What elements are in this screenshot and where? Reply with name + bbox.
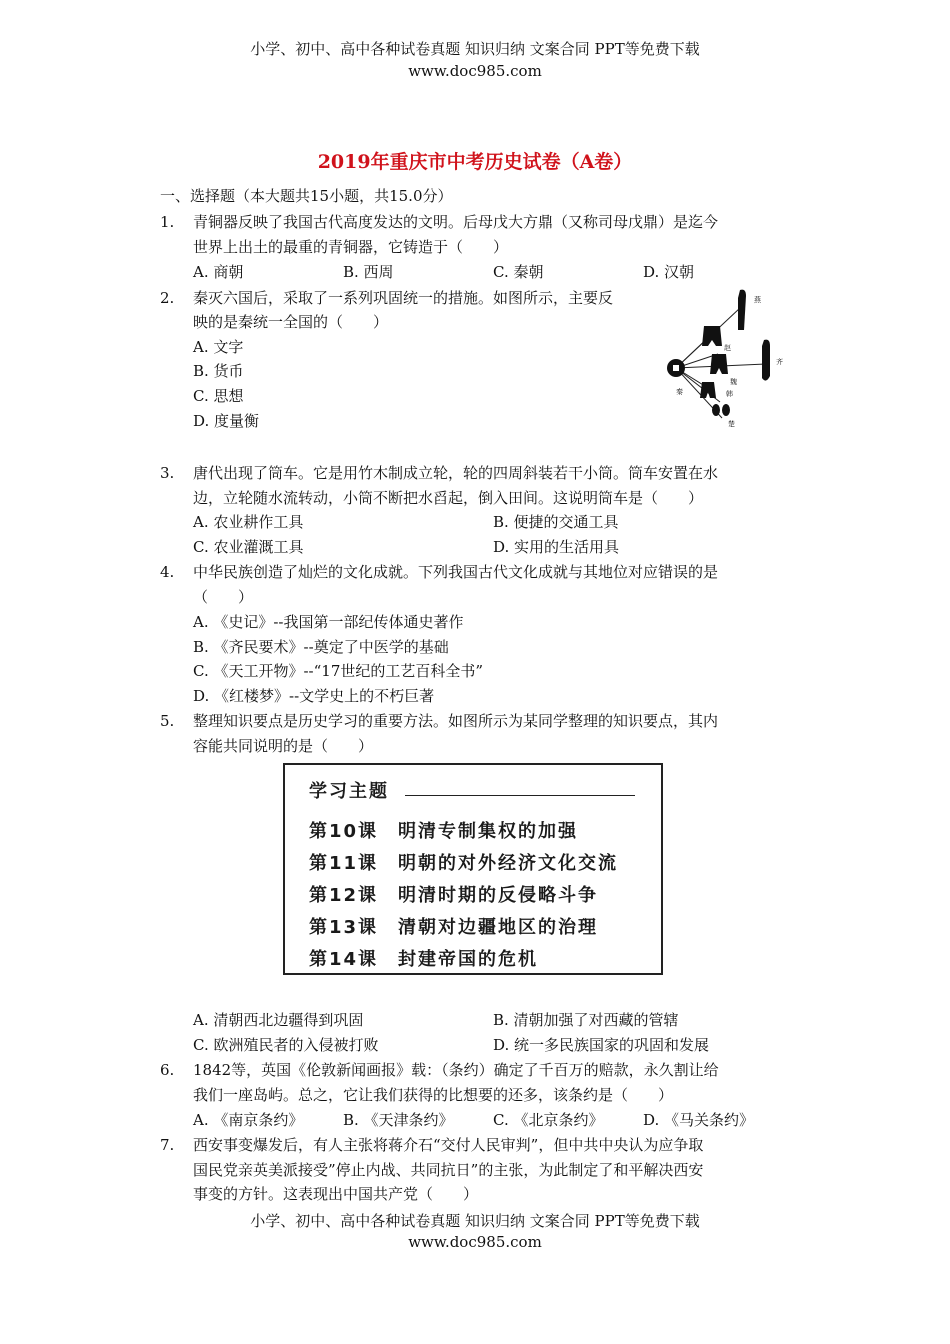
notes-heading: 学习主题 bbox=[309, 781, 389, 802]
option[interactable]: C. 《北京条约》 bbox=[493, 1111, 604, 1129]
option[interactable]: C. 农业灌溉工具 bbox=[193, 538, 304, 556]
chu-coin bbox=[722, 404, 730, 416]
header-ad-line: 小学、初中、高中各种试卷真题 知识归纳 文案合同 PPT等免费下载 bbox=[250, 40, 700, 58]
question-text: 边，立轮随水流转动，小筒不断把水舀起，倒入田间。这说明筒车是（ ） bbox=[193, 489, 704, 507]
option[interactable]: D. 统一多民族国家的巩固和发展 bbox=[493, 1036, 710, 1054]
label-yan: 燕 bbox=[754, 296, 761, 304]
notes-item: 第12课 明清时期的反侵略斗争 bbox=[309, 885, 599, 906]
coin-hole bbox=[673, 365, 679, 371]
label-qi: 齐 bbox=[776, 358, 783, 366]
label-qin: 秦 bbox=[676, 388, 683, 396]
zhao-spade-coin bbox=[702, 326, 722, 346]
label-chu: 楚 bbox=[728, 420, 735, 428]
option[interactable]: D. 度量衡 bbox=[193, 412, 260, 430]
page-title: 2019年重庆市中考历史试卷（A卷） bbox=[317, 151, 633, 173]
option[interactable]: C. 秦朝 bbox=[493, 263, 544, 281]
question-text: 青铜器反映了我国古代高度发达的文明。后母戊大方鼎（又称司母戊鼎）是迄今 bbox=[193, 213, 719, 231]
option[interactable]: D. 实用的生活用具 bbox=[493, 538, 620, 556]
qi-knife-coin bbox=[762, 340, 770, 381]
question-number: 4. bbox=[160, 563, 175, 581]
option[interactable]: C. 欧洲殖民者的入侵被打败 bbox=[193, 1036, 379, 1054]
option[interactable]: C. 思想 bbox=[193, 387, 244, 405]
option[interactable]: B. 便捷的交通工具 bbox=[493, 513, 619, 531]
question-text: 映的是秦统一全国的（ ） bbox=[193, 313, 389, 331]
footer-url[interactable]: www.doc985.com bbox=[408, 1233, 542, 1251]
option[interactable]: A. 商朝 bbox=[193, 263, 244, 281]
question-text: 我们一座岛屿。总之，它让我们获得的比想要的还多，该条约是（ ） bbox=[193, 1086, 674, 1104]
option[interactable]: D. 《马关条约》 bbox=[643, 1111, 755, 1129]
option[interactable]: A. 农业耕作工具 bbox=[193, 513, 304, 531]
option[interactable]: B. 《齐民要术》--奠定了中医学的基础 bbox=[193, 638, 449, 656]
label-han: 韩 bbox=[726, 390, 733, 398]
question-text: 中华民族创造了灿烂的文化成就。下列我国古代文化成就与其地位对应错误的是 bbox=[193, 563, 719, 581]
notes-item: 第14课 封建帝国的危机 bbox=[309, 949, 539, 970]
study-notes-figure bbox=[283, 763, 663, 975]
question-text: 国民党亲英美派接受”停止内战、共同抗日”的主张，为此制定了和平解决西安 bbox=[193, 1161, 704, 1179]
notes-item: 第13课 清朝对边疆地区的治理 bbox=[309, 917, 599, 938]
notes-heading-underline bbox=[405, 795, 635, 796]
option[interactable]: A. 《史记》--我国第一部纪传体通史著作 bbox=[193, 613, 464, 631]
question-text: （ ） bbox=[193, 588, 254, 606]
question-text: 秦灭六国后，采取了一系列巩固统一的措施。如图所示，主要反 bbox=[193, 289, 614, 307]
option[interactable]: B. 货币 bbox=[193, 362, 244, 380]
qin-coins-figure bbox=[662, 284, 788, 434]
option[interactable]: A. 文字 bbox=[193, 338, 244, 356]
wei-spade-coin bbox=[710, 354, 728, 374]
question-number: 7. bbox=[160, 1136, 175, 1154]
question-text: 西安事变爆发后，有人主张将蒋介石“交付人民审判”，但中共中央认为应争取 bbox=[193, 1136, 704, 1154]
question-number: 6. bbox=[160, 1061, 175, 1079]
question-text: 事变的方针。这表现出中国共产党（ ） bbox=[193, 1185, 479, 1203]
footer-ad-line: 小学、初中、高中各种试卷真题 知识归纳 文案合同 PPT等免费下载 bbox=[250, 1212, 700, 1230]
question-number: 3. bbox=[160, 464, 175, 482]
question-number: 1. bbox=[160, 213, 175, 231]
question-text: 整理知识要点是历史学习的重要方法。如图所示为某同学整理的知识要点，其内 bbox=[193, 712, 719, 730]
notes-item: 第10课 明清专制集权的加强 bbox=[309, 821, 579, 842]
section-heading: 一、选择题（本大题共15小题，共15.0分） bbox=[160, 187, 453, 205]
question-text: 世界上出土的最重的青铜器，它铸造于（ ） bbox=[193, 238, 509, 256]
option[interactable]: B. 《天津条约》 bbox=[343, 1111, 454, 1129]
option[interactable]: D. 汉朝 bbox=[643, 263, 695, 281]
option[interactable]: D. 《红楼梦》--文学史上的不朽巨著 bbox=[193, 687, 435, 705]
label-wei: 魏 bbox=[730, 378, 737, 386]
question-number: 2. bbox=[160, 289, 175, 307]
yan-knife-coin bbox=[738, 290, 746, 330]
option[interactable]: B. 清朝加强了对西藏的管辖 bbox=[493, 1011, 679, 1029]
han-spade-coin bbox=[700, 382, 716, 398]
option[interactable]: B. 西周 bbox=[343, 263, 394, 281]
option[interactable]: A. 《南京条约》 bbox=[193, 1111, 304, 1129]
question-text: 唐代出现了筒车。它是用竹木制成立轮，轮的四周斜装若干小筒。筒车安置在水 bbox=[193, 464, 719, 482]
question-text: 1842等，英国《伦敦新闻画报》载：（条约）确定了千百万的赔款，永久割让给 bbox=[193, 1061, 719, 1079]
chu-coin bbox=[712, 404, 720, 416]
option[interactable]: A. 清朝西北边疆得到巩固 bbox=[193, 1011, 364, 1029]
option[interactable]: C. 《天工开物》--“17世纪的工艺百科全书” bbox=[193, 662, 484, 680]
question-number: 5. bbox=[160, 712, 175, 730]
label-zhao: 赵 bbox=[724, 344, 731, 352]
question-text: 容能共同说明的是（ ） bbox=[193, 737, 374, 755]
coins-illustration bbox=[662, 284, 788, 434]
header-url[interactable]: www.doc985.com bbox=[408, 62, 542, 80]
notes-item: 第11课 明朝的对外经济文化交流 bbox=[309, 853, 619, 874]
